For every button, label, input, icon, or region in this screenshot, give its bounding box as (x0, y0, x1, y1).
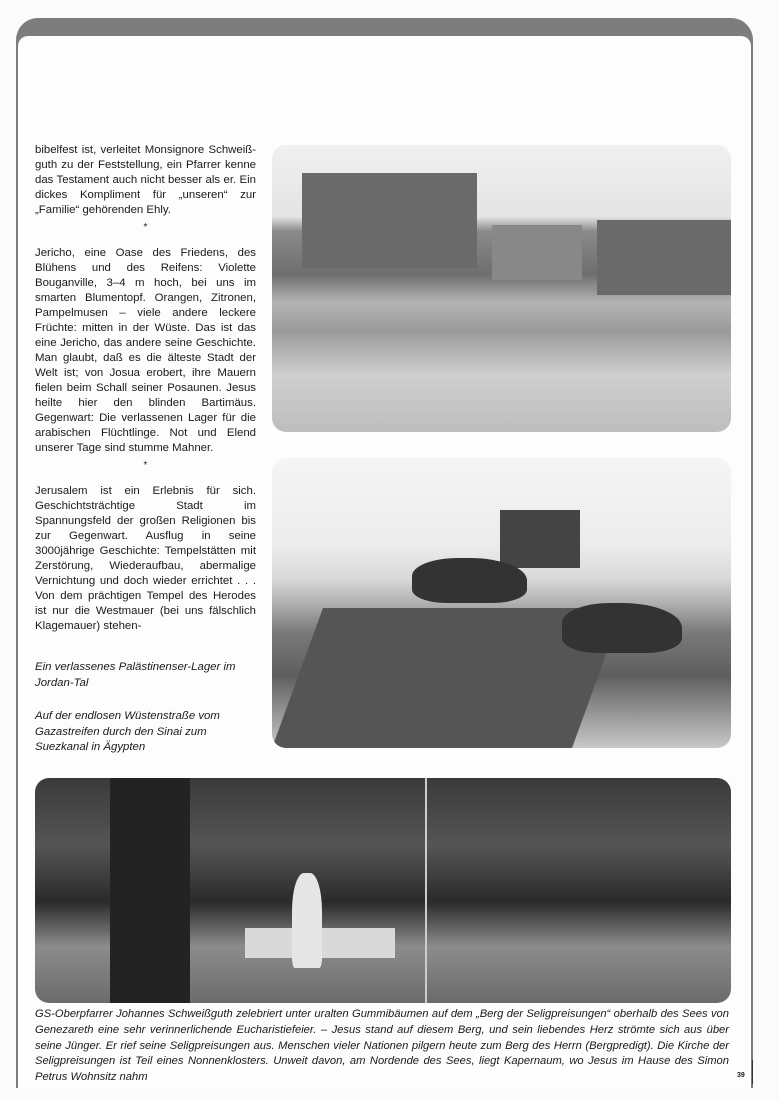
photo-refugee-camp (272, 145, 731, 432)
ruin-building (597, 220, 731, 295)
ruin-building (302, 173, 477, 268)
separator: * (143, 222, 148, 233)
caption-column (35, 660, 260, 774)
page-number: 39 (737, 1072, 745, 1079)
article-column (35, 143, 256, 634)
caption-photo-3: GS-Oberpfarrer Johannes Schweißguth zelebriert unter uralten Gummibäumen auf dem „Berg der Seligpreisungen“ oberhalb des Sees von Genezareth eine sehr verinnerlichende Eucharistiefeier. – Jesus stand auf diesem Berg, und sein liebendes Herz strömte sich aus über seine Jünger. Er rief seine Seligpreisungen aus. Menschen vieler Nationen pilgern heute zum Berg des Herrn (Bergpredigt). Die Kirche der Seligpreisungen ist Teil eines Nonnenklosters. Unweit davon, am Nordende des Sees, liegt Kapernaum, wo Jesus im Hause des Simon Petrus Wohnsitz nahm (35, 1008, 729, 1084)
truck (500, 510, 580, 568)
separator: * (143, 460, 148, 471)
article-paragraph-1 (35, 143, 256, 218)
paragraph-text: Jerusalem ist ein Erlebnis für sich. Geschichtsträchtige Stadt im Spannungsfeld der großen Religionen bis zur Gegenwart. Ausflug in seine 3000jährige Geschichte: Tempelstätten mit Zerstörung, Wiederaufbau, abermalige Vernichtung und doch wieder errichtet . . . Von dem prächtigen Tempel des Herodes ist nur die Westmauer (bei uns fälschlich Klagemauer) stehen- (35, 485, 256, 632)
photo-split (425, 778, 427, 1003)
article-paragraph-2 (35, 246, 256, 456)
priest-figure (292, 873, 322, 968)
caption-photo-2: Auf der endlosen Wüstenstraße vom Gazastreifen durch den Sinai zum Suezkanal in Ägypten (35, 710, 220, 753)
paragraph-text: Jericho, eine Oase des Friedens, des Blühens und des Reifens: Violette Bouganville, 3–4 m hoch, bei uns im smarten Blumentopf. Orangen, Zitronen, Pampelmusen – viele andere leckere Früchte: mitten in der Wüste. Das ist das eine Jericho, das andere seine Geschichte. Man glaubt, daß es die älteste Stadt der Welt ist; von Josua erobert, ihre Mauern fielen beim Schall seiner Posaunen. Jesus heilte hier den blinden Bartimäus. Gegenwart: Die verlassenen Lager für die arabischen Flüchtlinge. Not und Elend unserer Tage sind stumme Mahner. (35, 247, 256, 454)
photo-mass-mount-beatitudes (35, 778, 731, 1003)
article-paragraph-3 (35, 484, 256, 634)
caption-photo-1: Ein verlassenes Palästinenser-Lager im Jordan-Tal (35, 661, 236, 689)
paragraph-text: bibelfest ist, verleitet Monsignore Schweiß-guth zu der Feststellung, ein Pfarrer kenne das Testament auch nicht besser als er. Ein dickes Kompliment für „unseren“ zur „Familie“ gehörenden Ehly. (35, 144, 256, 216)
tree-trunk (110, 778, 190, 1003)
donkey (562, 603, 682, 653)
photo-desert-road (272, 458, 731, 748)
donkey (412, 558, 527, 603)
ruin-building (492, 225, 582, 280)
page-rule (752, 1060, 753, 1084)
